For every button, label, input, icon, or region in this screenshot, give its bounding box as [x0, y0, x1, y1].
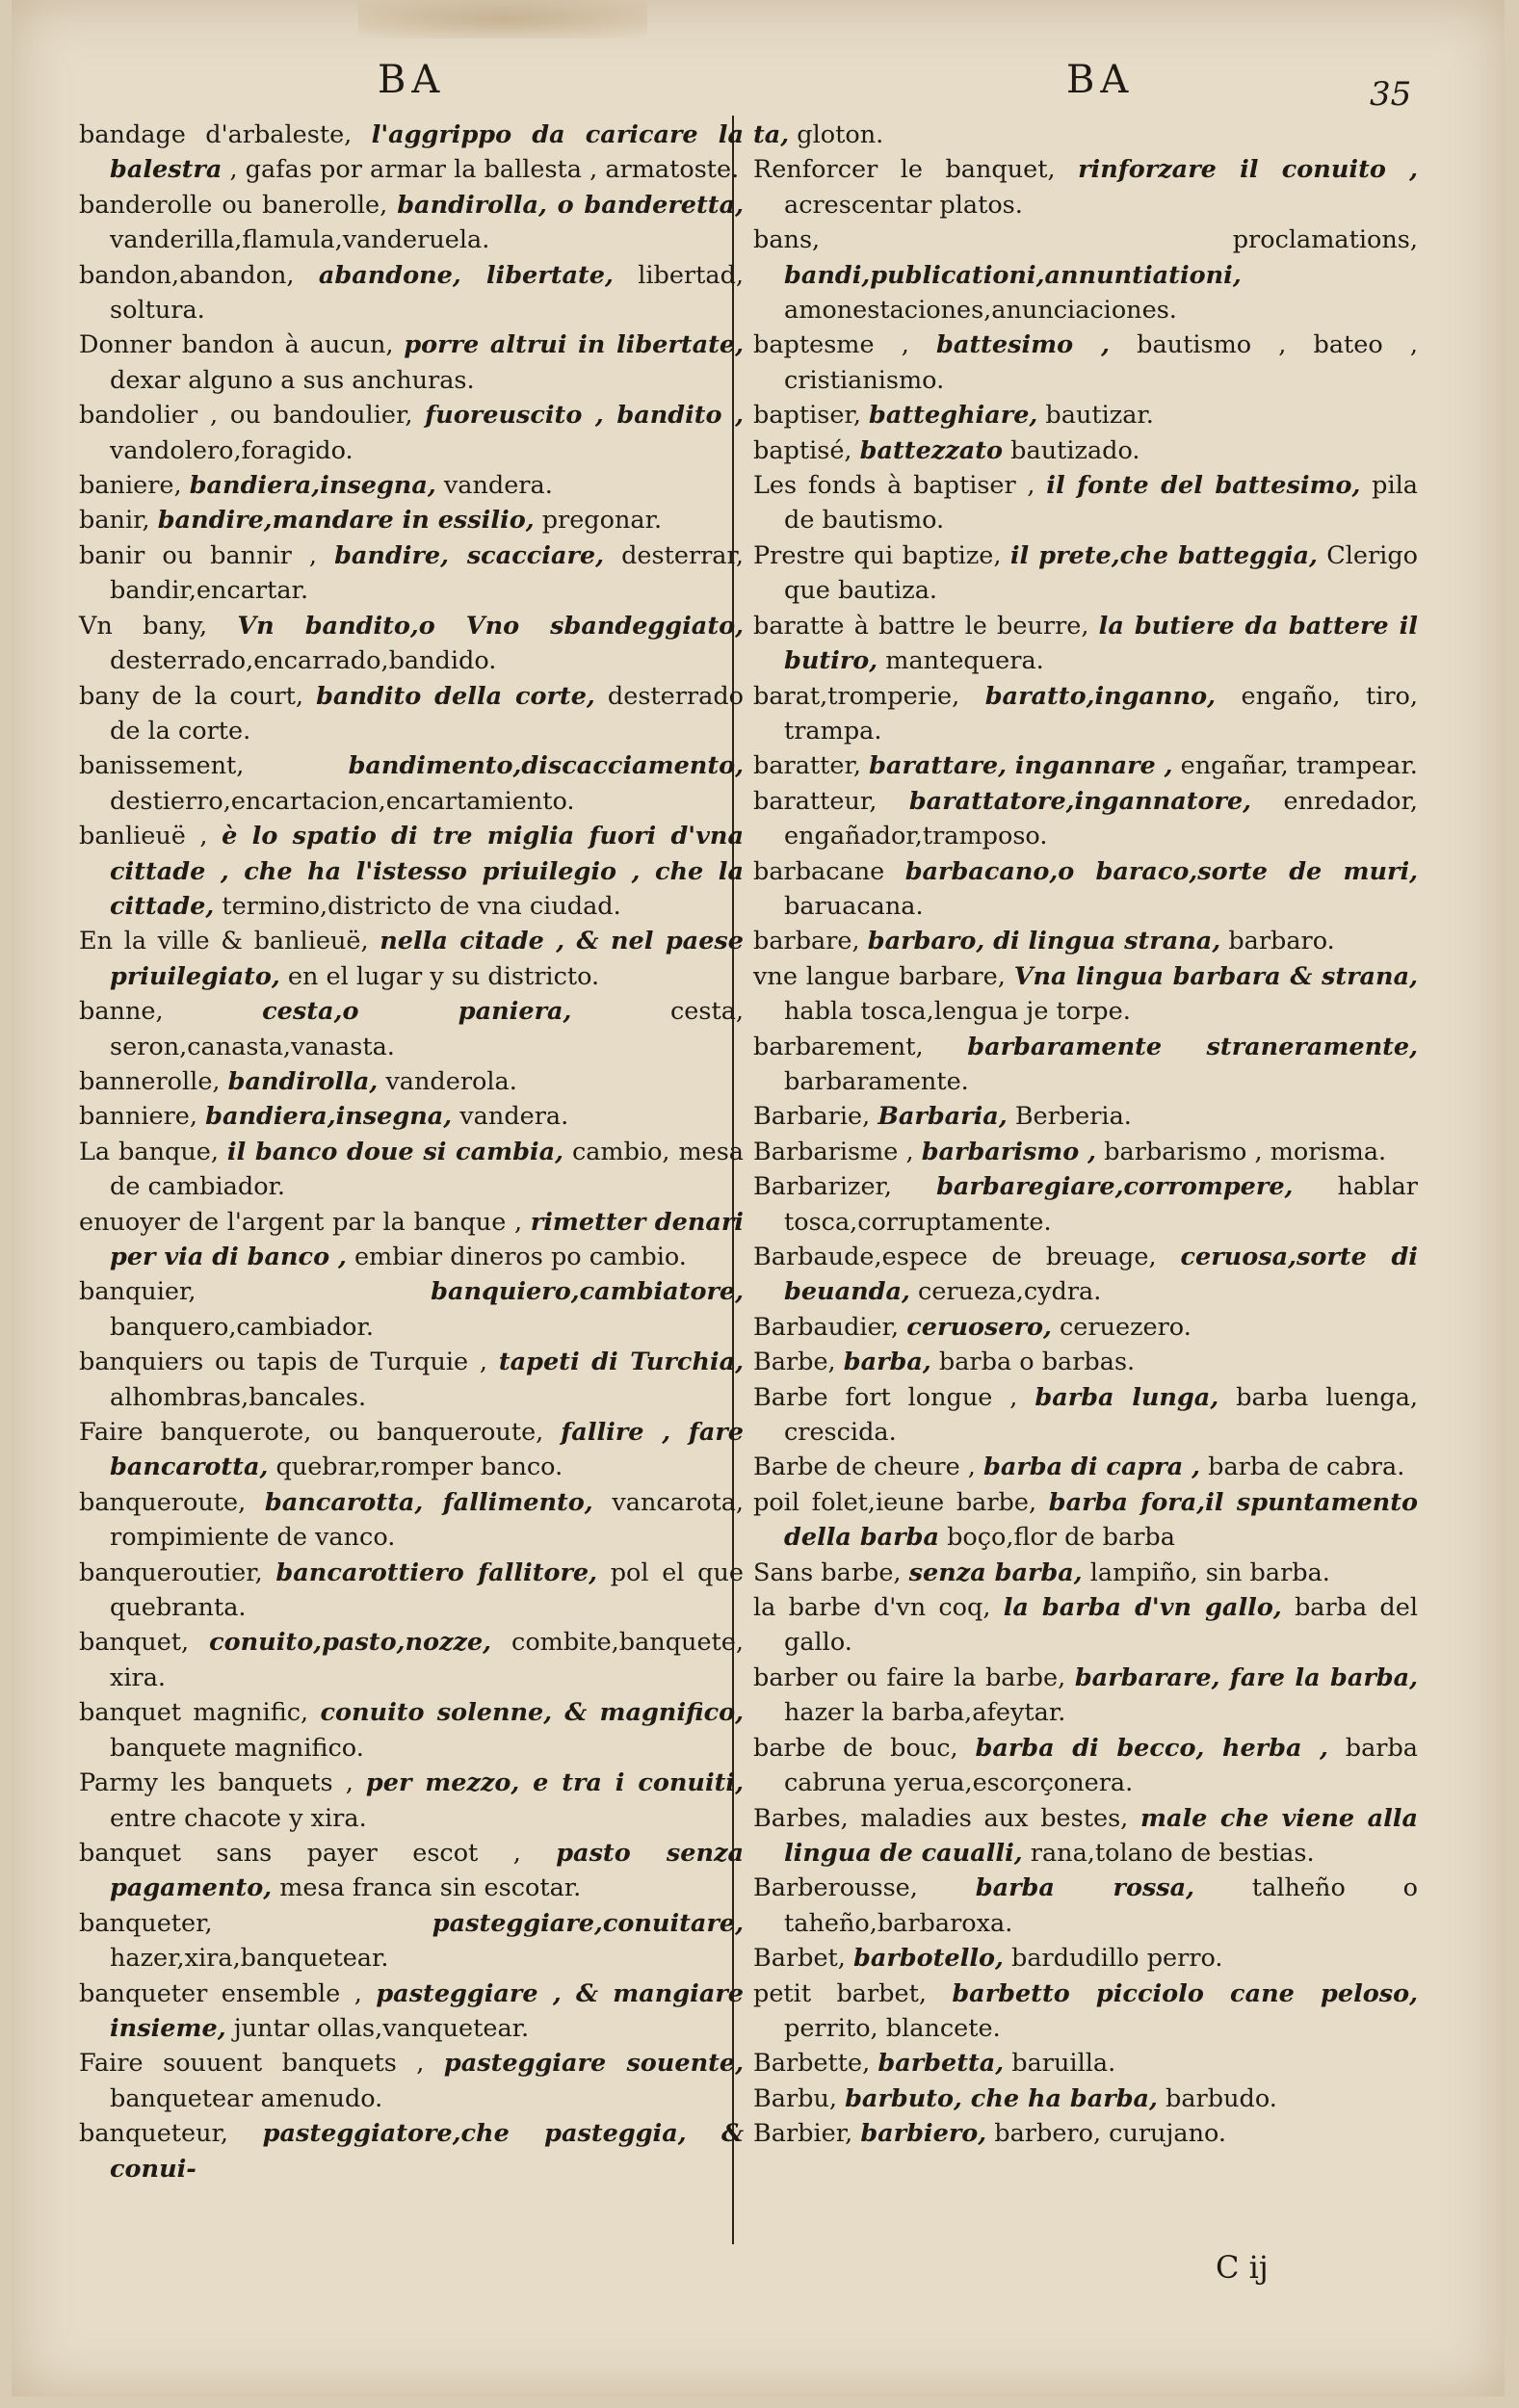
entry-french: petit barbet, — [753, 1978, 927, 2008]
entry-italian: conuito solenne, & magnifico, — [320, 1698, 744, 1728]
dictionary-entry — [753, 1135, 1418, 1169]
dictionary-entry — [753, 468, 1418, 538]
dictionary-entry — [79, 1695, 744, 1766]
entry-spanish: mantequera. — [885, 646, 1044, 676]
entry-spanish: ceruezero. — [1060, 1312, 1192, 1342]
entry-french: banqueroutier, — [79, 1557, 263, 1587]
entry-italian: male che viene alla lingua de caualli, — [784, 1803, 1418, 1868]
entry-spanish: cesta, seron,canasta,vanasta. — [110, 997, 745, 1061]
entry-italian: barbarismo , — [921, 1137, 1097, 1166]
entry-spanish: hazer,xira,banquetear. — [110, 1944, 389, 1974]
entry-italian: barba lunga, — [1034, 1382, 1219, 1412]
dictionary-entry — [753, 784, 1418, 854]
entry-spanish: barbaro. — [1228, 927, 1335, 956]
entry-italian: tapeti di Turchia, — [498, 1348, 745, 1377]
entry-italian: barattatore,ingannatore, — [908, 786, 1252, 816]
entry-italian: bandire, scacciare, — [334, 540, 605, 570]
entry-spanish: hazer la barba,afeytar. — [784, 1698, 1066, 1728]
entry-italian: la barba d'vn gallo, — [1003, 1593, 1282, 1623]
dictionary-entry — [79, 398, 744, 468]
entry-french: Barbet, — [753, 1944, 846, 1974]
dictionary-entry — [79, 1274, 744, 1345]
entry-french: banquiers ou tapis de Turquie , — [79, 1348, 488, 1377]
entry-italian: fallire , fare bancarotta, — [110, 1418, 745, 1482]
entry-spanish: talheño o taheño,barbaroxa. — [784, 1873, 1419, 1938]
entry-spanish: quebrar,romper banco. — [275, 1453, 563, 1482]
entry-french: bans, proclamations, — [753, 225, 1418, 255]
entry-french: Barbette, — [753, 2049, 871, 2079]
dictionary-entry — [79, 538, 744, 609]
entry-spanish: Clerigo que bautiza. — [784, 540, 1419, 606]
entry-french: Donner bandon à aucun, — [79, 330, 394, 360]
entry-french: Vn bany, — [79, 611, 208, 641]
entry-spanish: vandera. — [459, 1102, 569, 1132]
entry-french: banqueter ensemble , — [79, 1978, 362, 2008]
entry-spanish: alhombras,bancales. — [110, 1382, 367, 1412]
entry-french: baratte à battre le beurre, — [753, 611, 1089, 641]
entry-french: banne, — [79, 997, 164, 1027]
entry-french: banderolle ou banerolle, — [79, 190, 388, 220]
entry-spanish: barbaramente. — [784, 1066, 969, 1096]
dictionary-entry — [753, 1099, 1418, 1134]
dictionary-entry — [79, 258, 744, 328]
entry-french: banquier, — [79, 1277, 196, 1307]
dictionary-entry — [753, 609, 1418, 679]
entry-italian: barbiero, — [860, 2119, 987, 2149]
entry-italian: pasteggiare souente, — [443, 2049, 744, 2079]
entry-spanish: barba del gallo. — [784, 1593, 1419, 1658]
entry-spanish: pol el que quebranta. — [110, 1557, 744, 1623]
dictionary-entry — [753, 1941, 1418, 1976]
dictionary-entry — [753, 1871, 1418, 1941]
entry-spanish: en el lugar y su districto. — [287, 961, 600, 991]
entry-italian: barbacano,o baraco,sorte de muri, — [904, 856, 1419, 886]
dictionary-entry — [79, 679, 744, 749]
entry-spanish: juntar ollas,vanquetear. — [233, 2013, 530, 2043]
dictionary-entry — [79, 1906, 744, 1976]
entry-french: barbacane — [753, 856, 885, 886]
entry-spanish: combite,banquete, xira. — [110, 1628, 744, 1692]
entry-french: banqueter, — [79, 1908, 213, 1938]
entry-french: baptisé, — [753, 435, 852, 465]
entry-italian: barba, — [843, 1348, 931, 1377]
entry-spanish: vandera. — [443, 471, 553, 501]
page-number: 35 — [1370, 75, 1412, 114]
entry-french: Barbarie, — [753, 1102, 871, 1132]
entry-italian: barbetta, — [877, 2049, 1005, 2079]
dictionary-entry — [753, 1590, 1418, 1661]
entry-italian: ceruosero, — [906, 1312, 1052, 1342]
dictionary-entry — [753, 1030, 1418, 1100]
entry-italian: barba di becco, herba , — [975, 1733, 1328, 1763]
entry-french: Barbarisme , — [753, 1137, 914, 1166]
entry-italian: bancarotta, fallimento, — [264, 1487, 593, 1517]
entry-spanish: bautizado. — [1010, 435, 1140, 465]
dictionary-entry — [79, 1766, 744, 1836]
dictionary-entry — [79, 1064, 744, 1099]
entry-spanish: gloton. — [797, 120, 884, 149]
dictionary-entry — [79, 1976, 744, 2047]
dictionary-entry — [753, 1731, 1418, 1801]
dictionary-entry — [753, 398, 1418, 432]
entry-spanish: vanderilla,flamula,vanderuela. — [110, 225, 490, 255]
entry-italian: rimetter denari per via di banco , — [110, 1207, 744, 1271]
entry-italian: barbaregiare,corrompere, — [936, 1172, 1294, 1202]
entry-french: bandon,abandon, — [79, 260, 295, 290]
entry-french: banir ou bannir , — [79, 540, 318, 570]
dictionary-entry — [79, 1556, 744, 1626]
dictionary-entry — [753, 2046, 1418, 2081]
dictionary-entry — [79, 609, 744, 679]
entry-spanish: boço,flor de barba — [947, 1523, 1175, 1553]
dictionary-entry — [753, 1450, 1418, 1484]
entry-italian: conuito,pasto,nozze, — [209, 1628, 492, 1658]
entry-french: bandolier , ou bandoulier, — [79, 401, 413, 431]
entry-italian: bandire,mandare in essilio, — [157, 506, 535, 536]
entry-italian: barbarare, fare la barba, — [1074, 1662, 1419, 1692]
entry-spanish: cerueza,cydra. — [918, 1277, 1102, 1307]
entry-spanish: barbero, curujano. — [994, 2119, 1227, 2149]
entry-french: poil folet,ieune barbe, — [753, 1487, 1037, 1517]
entry-spanish: banquete magnifico. — [110, 1733, 364, 1763]
entry-french: banqueroute, — [79, 1487, 247, 1517]
entry-italian: barbetto picciolo cane peloso, — [952, 1978, 1419, 2008]
entry-italian: batteghiare, — [869, 401, 1038, 431]
right-column — [753, 118, 1418, 2152]
dictionary-entry — [79, 994, 744, 1064]
entry-italian: bandi,publicationi,annuntiationi, — [784, 260, 1242, 290]
left-column — [79, 118, 744, 2186]
entry-french: La banque, — [79, 1137, 219, 1166]
entry-spanish: rana,tolano de bestias. — [1030, 1838, 1315, 1868]
entry-french: vne langue barbare, — [753, 961, 1006, 991]
entry-spanish: destierro,encartacion,encartamiento. — [110, 786, 575, 816]
dictionary-entry — [79, 1625, 744, 1695]
entry-french: baratteur, — [753, 786, 877, 816]
entry-italian: il fonte del battesimo, — [1046, 471, 1361, 501]
entry-italian: per mezzo, e tra i conuiti, — [365, 1768, 744, 1798]
dictionary-entry — [753, 2081, 1418, 2116]
entry-italian: Barbaria, — [877, 1102, 1008, 1132]
entry-spanish: acrescentar platos. — [784, 190, 1023, 220]
entry-french: Les fonds à baptiser , — [753, 471, 1035, 501]
dictionary-entry — [753, 433, 1418, 468]
entry-french: banir, — [79, 506, 150, 536]
entry-spanish: Berberia. — [1014, 1102, 1132, 1132]
entry-spanish: barba de cabra. — [1208, 1453, 1405, 1482]
entry-spanish: mesa franca sin escotar. — [279, 1873, 582, 1903]
entry-italian: è lo spatio di tre miglia fuori d'vna cittade , che ha l'istesso priuilegio , che la cittade, — [110, 822, 744, 921]
entry-spanish: engaño, tiro, trampa. — [784, 681, 1419, 746]
entry-spanish: barbarismo , morisma. — [1104, 1137, 1387, 1166]
entry-spanish: perrito, blancete. — [784, 2013, 1001, 2043]
entry-italian: cesta,o paniera, — [262, 997, 572, 1027]
entry-french: Faire banquerote, ou banqueroute, — [79, 1418, 544, 1448]
entry-spanish: entre chacote y xira. — [110, 1803, 367, 1833]
stain — [358, 0, 647, 39]
dictionary-entry — [753, 1345, 1418, 1379]
dictionary-entry — [753, 1485, 1418, 1556]
entry-french: Sans barbe, — [753, 1557, 902, 1587]
entry-italian: barba rossa, — [975, 1873, 1195, 1903]
entry-italian: bandito della corte, — [316, 681, 595, 711]
entry-spanish: vandolero,foragido. — [110, 435, 354, 465]
entry-italian: il banco doue si cambia, — [226, 1137, 564, 1166]
dictionary-entry — [753, 1240, 1418, 1310]
entry-spanish: barba cabruna yerua,escorçonera. — [784, 1733, 1419, 1798]
dictionary-entry — [79, 1485, 744, 1556]
entry-spanish: enredador, engañador,tramposo. — [784, 786, 1418, 851]
entry-french: bandage d'arbaleste, — [79, 120, 353, 149]
entry-italian: l'aggrippo da caricare la balestra — [110, 120, 745, 185]
entry-french: Barbaude,espece de breuage, — [753, 1243, 1157, 1271]
entry-french: Barbe, — [753, 1348, 836, 1377]
dictionary-entry — [753, 1556, 1418, 1590]
entry-spanish: engañar, trampear. — [1180, 751, 1418, 781]
running-head-right: BA — [1066, 58, 1135, 102]
entry-french: baptesme , — [753, 330, 909, 360]
entry-italian: ta, — [753, 120, 790, 149]
entry-spanish: bautizar. — [1045, 401, 1154, 431]
dictionary-entry — [753, 2116, 1418, 2151]
signature-mark: C ij — [1216, 2249, 1269, 2286]
entry-italian: barbotello, — [853, 1944, 1004, 1974]
entry-french: barbe de bouc, — [753, 1733, 958, 1763]
entry-italian: battezzato — [859, 435, 1004, 465]
entry-french: Barberousse, — [753, 1873, 918, 1903]
entry-spanish: barba o barbas. — [938, 1348, 1136, 1377]
entry-italian: Vn bandito,o Vno sbandeggiato, — [237, 611, 744, 641]
dictionary-entry — [79, 1205, 744, 1275]
dictionary-entry — [753, 538, 1418, 609]
dictionary-entry — [753, 1801, 1418, 1871]
entry-spanish: barbudo. — [1165, 2083, 1277, 2113]
entry-spanish: embiar dineros po cambio. — [354, 1243, 687, 1271]
entry-spanish: bardudillo perro. — [1011, 1944, 1223, 1974]
dictionary-entry — [79, 1836, 744, 1906]
entry-spanish: vancarota, rompimiente de vanco. — [110, 1487, 745, 1553]
entry-spanish: amonestaciones,anunciaciones. — [784, 296, 1177, 326]
entry-italian: barbuto, che ha barba, — [845, 2083, 1158, 2113]
entry-french: Barbe fort longue , — [753, 1382, 1018, 1412]
dictionary-entry — [79, 2116, 744, 2186]
entry-italian: fuoreuscito , bandito , — [425, 401, 745, 431]
entry-french: la barbe d'vn coq, — [753, 1593, 991, 1623]
entry-french: Prestre qui baptize, — [753, 540, 1002, 570]
entry-spanish: vanderola. — [385, 1066, 517, 1096]
dictionary-entry — [753, 327, 1418, 398]
dictionary-entry — [79, 1415, 744, 1485]
entry-italian: barba di capra , — [983, 1453, 1201, 1482]
entry-italian: banquiero,cambiatore, — [431, 1277, 744, 1307]
entry-spanish: cambio, mesa de cambiador. — [110, 1137, 745, 1202]
entry-italian: rinforzare il conuito , — [1078, 155, 1418, 185]
dictionary-entry — [753, 152, 1418, 222]
entry-french: bany de la court, — [79, 681, 303, 711]
entry-spanish: habla tosca,lengua je torpe. — [784, 997, 1131, 1027]
entry-french: barbarement, — [753, 1032, 924, 1061]
entry-italian: barba fora,il spuntamento della barba — [784, 1487, 1419, 1553]
entry-italian: Vna lingua barbara & strana, — [1013, 961, 1418, 991]
dictionary-entry — [753, 854, 1418, 925]
dictionary-entry — [79, 468, 744, 503]
entry-french: banquet sans payer escot , — [79, 1838, 521, 1868]
entry-french: barber ou faire la barbe, — [753, 1662, 1066, 1692]
dictionary-entry — [79, 118, 744, 188]
entry-spanish: , gafas por armar la ballesta , armatoste. — [229, 155, 740, 185]
entry-french: En la ville & banlieuë, — [79, 927, 369, 956]
dictionary-entry — [753, 679, 1418, 749]
entry-italian: barattare, ingannare , — [869, 751, 1173, 781]
entry-spanish: banquero,cambiador. — [110, 1312, 374, 1342]
entry-spanish: lampiño, sin barba. — [1089, 1557, 1330, 1587]
entry-french: barbare, — [753, 927, 860, 956]
entry-italian: pasteggiare,conuitare, — [432, 1908, 744, 1938]
entry-italian: battesimo , — [935, 330, 1110, 360]
dictionary-entry — [79, 1345, 744, 1415]
entry-spanish: bautismo , bateo , cristianismo. — [784, 330, 1419, 395]
entry-french: banquet magnific, — [79, 1698, 309, 1728]
dictionary-entry — [753, 748, 1418, 783]
dictionary-entry — [753, 1661, 1418, 1731]
entry-italian: ceruosa,sorte di beuanda, — [784, 1243, 1418, 1307]
entry-french: baratter, — [753, 751, 861, 781]
entry-french: banquet, — [79, 1628, 190, 1658]
entry-italian: porre altrui in libertate, — [404, 330, 744, 360]
dictionary-entry — [79, 819, 744, 924]
running-head-left: BA — [378, 58, 446, 102]
entry-italian: barbaro, di lingua strana, — [867, 927, 1221, 956]
dictionary-entry — [79, 327, 744, 398]
entry-italian: bandirolla, — [227, 1066, 379, 1096]
entry-italian: baratto,inganno, — [984, 681, 1217, 711]
entry-french: Barbu, — [753, 2083, 837, 2113]
entry-italian: bandiera,insegna, — [205, 1102, 453, 1132]
entry-spanish: pila de bautismo. — [784, 471, 1418, 536]
entry-french: bannerolle, — [79, 1066, 221, 1096]
dictionary-entry — [79, 188, 744, 258]
entry-french: banlieuë , — [79, 822, 208, 851]
entry-spanish: termino,districto de vna ciudad. — [222, 891, 621, 921]
entry-french: baniere, — [79, 471, 182, 501]
entry-french: Barbarizer, — [753, 1172, 893, 1202]
entry-italian: pasteggiare , & mangiare insieme, — [110, 1978, 745, 2043]
dictionary-entry — [79, 2046, 744, 2116]
entry-spanish: desterrar, bandir,encartar. — [110, 540, 744, 606]
entry-spanish: libertad, soltura. — [110, 260, 744, 326]
entry-spanish: baruacana. — [784, 891, 924, 921]
entry-spanish: pregonar. — [541, 506, 663, 536]
entry-italian: senza barba, — [908, 1557, 1083, 1587]
entry-italian: pasteggiatore,che pasteggia, & conui- — [110, 2119, 744, 2184]
entry-spanish: desterrado de la corte. — [110, 681, 745, 746]
entry-italian: la butiere da battere il butiro, — [784, 611, 1418, 676]
entry-italian: barbaramente straneramente, — [967, 1032, 1418, 1061]
dictionary-entry — [753, 222, 1418, 327]
entry-french: banissement, — [79, 751, 245, 781]
entry-french: Faire souuent banquets , — [79, 2049, 425, 2079]
entry-spanish: banquetear amenudo. — [110, 2083, 383, 2113]
entry-italian: abandone, libertate, — [318, 260, 614, 290]
dictionary-entry — [753, 118, 1418, 152]
dictionary-entry — [753, 1310, 1418, 1345]
entry-spanish: barba luenga, crescida. — [784, 1382, 1419, 1448]
entry-french: Parmy les banquets , — [79, 1768, 354, 1798]
entry-french: Barbes, maladies aux bestes, — [753, 1803, 1129, 1833]
dictionary-entry — [753, 1380, 1418, 1451]
entry-french: barat,tromperie, — [753, 681, 960, 711]
entry-italian: bandiera,insegna, — [189, 471, 436, 501]
entry-french: banqueteur, — [79, 2119, 229, 2149]
dictionary-entry — [753, 1976, 1418, 2047]
entry-italian: bancarottiero fallitore, — [275, 1557, 598, 1587]
entry-spanish: baruilla. — [1011, 2049, 1116, 2079]
entry-italian: pasto senza pagamento, — [110, 1838, 745, 1903]
entry-spanish: hablar tosca,corruptamente. — [784, 1172, 1418, 1237]
dictionary-entry — [79, 1099, 744, 1134]
entry-italian: il prete,che batteggia, — [1009, 540, 1318, 570]
entry-french: enuoyer de l'argent par la banque , — [79, 1207, 523, 1237]
dictionary-entry — [753, 924, 1418, 958]
entry-french: Barbier, — [753, 2119, 853, 2149]
dictionary-entry — [753, 1169, 1418, 1240]
paper — [12, 0, 1505, 2396]
entry-french: Barbe de cheure , — [753, 1453, 976, 1482]
entry-italian: bandirolla, o banderetta, — [397, 190, 744, 220]
dictionary-entry — [79, 924, 744, 994]
entry-italian: nella citade , & nel paese priuilegiato, — [110, 927, 744, 991]
entry-spanish: desterrado,encarrado,bandido. — [110, 646, 497, 676]
entry-french: baptiser, — [753, 401, 861, 431]
entry-spanish: dexar alguno a sus anchuras. — [110, 365, 475, 395]
entry-french: Barbaudier, — [753, 1312, 900, 1342]
entry-italian: bandimento,discacciamento, — [348, 751, 744, 781]
entry-french: banniere, — [79, 1102, 198, 1132]
entry-french: Renforcer le banquet, — [753, 155, 1056, 185]
dictionary-entry — [79, 503, 744, 537]
dictionary-entry — [753, 959, 1418, 1030]
dictionary-entry — [79, 1135, 744, 1205]
dictionary-entry — [79, 748, 744, 819]
